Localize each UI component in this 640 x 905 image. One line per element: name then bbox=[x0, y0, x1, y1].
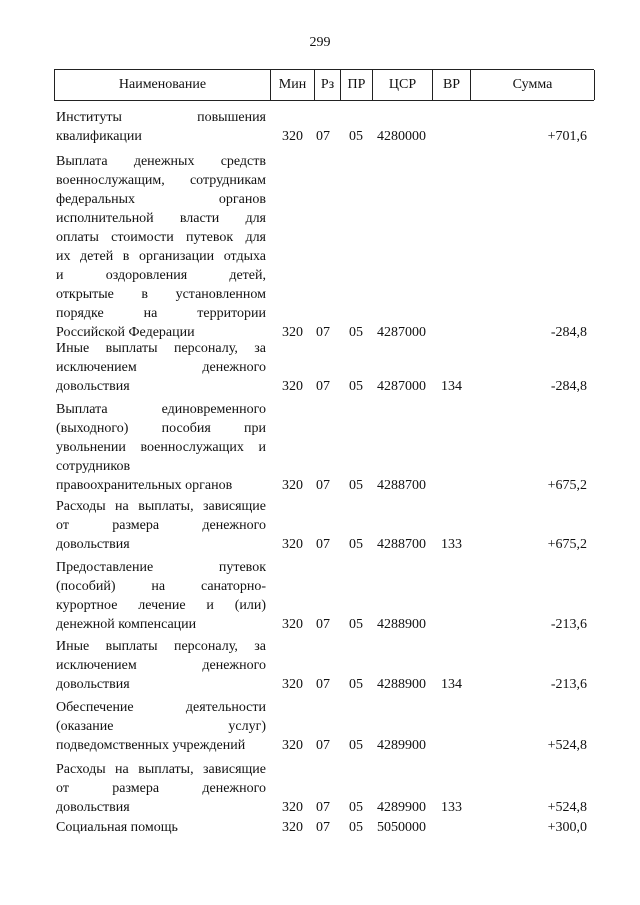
row-rz: 07 bbox=[316, 677, 330, 692]
row-name-line: правоохранительных органов bbox=[56, 478, 233, 493]
row-pr: 05 bbox=[349, 738, 363, 753]
row-min: 320 bbox=[282, 478, 303, 493]
row-rz: 07 bbox=[316, 129, 330, 144]
row-pr: 05 bbox=[349, 537, 363, 552]
row-min: 320 bbox=[282, 677, 303, 692]
row-name-line: исключением денежного bbox=[56, 360, 266, 375]
row-rz: 07 bbox=[316, 325, 330, 340]
row-min: 320 bbox=[282, 820, 303, 835]
row-sum: +675,2 bbox=[547, 478, 587, 493]
row-name-line: Иные выплаты персоналу, за bbox=[56, 341, 266, 356]
row-min: 320 bbox=[282, 738, 303, 753]
row-name bbox=[56, 339, 266, 396]
row-name bbox=[56, 400, 266, 495]
row-pr: 05 bbox=[349, 129, 363, 144]
row-name-line: военнослужащим, сотрудникам bbox=[56, 173, 266, 188]
row-vr: 134 bbox=[441, 677, 462, 692]
row-csr: 5050000 bbox=[377, 820, 426, 835]
row-name-line: Социальная помощь bbox=[56, 820, 178, 835]
row-vr: 134 bbox=[441, 379, 462, 394]
row-pr: 05 bbox=[349, 379, 363, 394]
row-name bbox=[56, 760, 266, 817]
row-csr: 4288700 bbox=[377, 478, 426, 493]
row-name-line: и оздоровления детей, bbox=[56, 268, 266, 283]
row-min: 320 bbox=[282, 129, 303, 144]
header-vr: ВР bbox=[433, 70, 471, 100]
row-min: 320 bbox=[282, 800, 303, 815]
row-rz: 07 bbox=[316, 379, 330, 394]
row-name-line: квалификации bbox=[56, 129, 142, 144]
row-name-line: довольствия bbox=[56, 677, 130, 692]
row-csr: 4280000 bbox=[377, 129, 426, 144]
row-name-line: Российской Федерации bbox=[56, 325, 195, 340]
row-name-line: денежной компенсации bbox=[56, 617, 197, 632]
row-vr: 133 bbox=[441, 800, 462, 815]
row-name-line: исполнительной власти для bbox=[56, 211, 266, 226]
row-name-line: Предоставление путевок bbox=[56, 560, 266, 575]
row-name-line: Расходы на выплаты, зависящие bbox=[56, 499, 266, 514]
header-rz: Рз bbox=[315, 70, 341, 100]
row-name-line: Обеспечение деятельности bbox=[56, 700, 266, 715]
row-rz: 07 bbox=[316, 738, 330, 753]
row-pr: 05 bbox=[349, 325, 363, 340]
row-sum: -213,6 bbox=[550, 617, 587, 632]
row-sum: +675,2 bbox=[547, 537, 587, 552]
header-name: Наименование bbox=[55, 70, 271, 100]
row-sum: -284,8 bbox=[550, 379, 587, 394]
row-name bbox=[56, 698, 266, 755]
row-name bbox=[56, 108, 266, 146]
row-csr: 4288700 bbox=[377, 537, 426, 552]
row-name-line: довольствия bbox=[56, 800, 130, 815]
row-pr: 05 bbox=[349, 617, 363, 632]
row-name bbox=[56, 818, 266, 837]
table-header bbox=[54, 69, 594, 101]
row-sum: +701,6 bbox=[547, 129, 587, 144]
row-pr: 05 bbox=[349, 800, 363, 815]
row-sum: -213,6 bbox=[550, 677, 587, 692]
row-name-line: Иные выплаты персоналу, за bbox=[56, 639, 266, 654]
row-name-line: от размера денежного bbox=[56, 518, 266, 533]
row-name-line: открытые в установленном bbox=[56, 287, 266, 302]
row-csr: 4287000 bbox=[377, 379, 426, 394]
row-name-line: порядке на территории bbox=[56, 306, 266, 321]
header-pr: ПР bbox=[341, 70, 373, 100]
row-csr: 4289900 bbox=[377, 800, 426, 815]
row-pr: 05 bbox=[349, 677, 363, 692]
row-name-line: Институты повышения bbox=[56, 110, 266, 125]
row-name-line: Выплата единовременного bbox=[56, 402, 266, 417]
row-sum: -284,8 bbox=[550, 325, 587, 340]
header-min: Мин bbox=[271, 70, 315, 100]
row-name-line: довольствия bbox=[56, 379, 130, 394]
row-name-line: довольствия bbox=[56, 537, 130, 552]
row-min: 320 bbox=[282, 325, 303, 340]
header-csr: ЦСР bbox=[373, 70, 433, 100]
row-name bbox=[56, 558, 266, 634]
row-name-line: от размера денежного bbox=[56, 781, 266, 796]
row-min: 320 bbox=[282, 617, 303, 632]
row-name-line: (выходного) пособия при bbox=[56, 421, 266, 436]
row-min: 320 bbox=[282, 537, 303, 552]
row-name-line: оплаты стоимости путевок для bbox=[56, 230, 266, 245]
row-min: 320 bbox=[282, 379, 303, 394]
row-name-line: курортное лечение и (или) bbox=[56, 598, 266, 613]
row-name-line: увольнении военнослужащих и bbox=[56, 440, 266, 455]
row-pr: 05 bbox=[349, 478, 363, 493]
row-csr: 4289900 bbox=[377, 738, 426, 753]
row-name-line: Расходы на выплаты, зависящие bbox=[56, 762, 266, 777]
row-name-line: Выплата денежных средств bbox=[56, 154, 266, 169]
row-sum: +524,8 bbox=[547, 738, 587, 753]
row-name-line: (оказание услуг) bbox=[56, 719, 266, 734]
row-name-line: их детей в организации отдыха bbox=[56, 249, 266, 264]
row-rz: 07 bbox=[316, 478, 330, 493]
row-sum: +300,0 bbox=[547, 820, 587, 835]
row-name bbox=[56, 637, 266, 694]
row-rz: 07 bbox=[316, 537, 330, 552]
row-csr: 4288900 bbox=[377, 617, 426, 632]
row-name-line: (пособий) на санаторно- bbox=[56, 579, 266, 594]
row-csr: 4288900 bbox=[377, 677, 426, 692]
row-sum: +524,8 bbox=[547, 800, 587, 815]
row-csr: 4287000 bbox=[377, 325, 426, 340]
row-rz: 07 bbox=[316, 800, 330, 815]
row-name bbox=[56, 497, 266, 554]
row-name-line: федеральных органов bbox=[56, 192, 266, 207]
row-rz: 07 bbox=[316, 820, 330, 835]
row-pr: 05 bbox=[349, 820, 363, 835]
row-vr: 133 bbox=[441, 537, 462, 552]
row-name-line: сотрудников bbox=[56, 459, 131, 474]
row-name-line: подведомственных учреждений bbox=[56, 738, 246, 753]
header-sum: Сумма bbox=[471, 70, 595, 100]
row-rz: 07 bbox=[316, 617, 330, 632]
row-name bbox=[56, 152, 266, 342]
page-number: 299 bbox=[309, 35, 331, 50]
row-name-line: исключением денежного bbox=[56, 658, 266, 673]
